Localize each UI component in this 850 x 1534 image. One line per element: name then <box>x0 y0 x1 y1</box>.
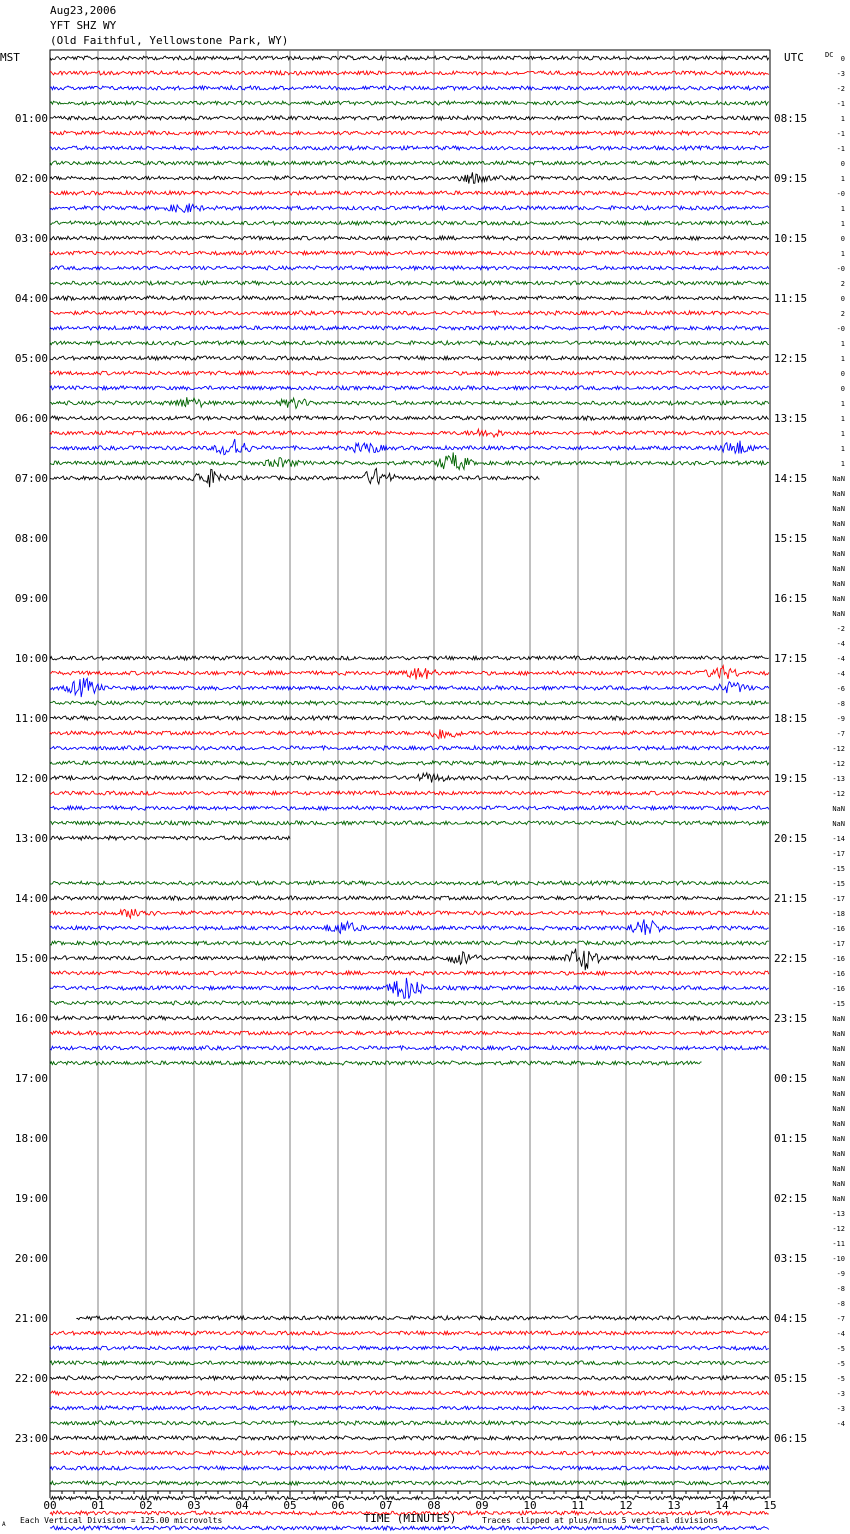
dc-value: NaN <box>832 475 845 483</box>
dc-value: NaN <box>832 805 845 813</box>
seismic-trace <box>50 1346 769 1350</box>
dc-value: -17 <box>832 850 845 858</box>
mst-hour-label: 02:00 <box>14 172 48 185</box>
dc-value: -4 <box>836 640 845 648</box>
utc-hour-label: 09:15 <box>774 172 808 185</box>
dc-value: NaN <box>832 490 845 498</box>
mst-hour-label: 17:00 <box>14 1072 48 1085</box>
utc-hour-label: 01:15 <box>774 1132 808 1145</box>
seismic-trace <box>50 452 769 469</box>
seismic-trace <box>50 666 769 680</box>
dc-value: 1 <box>840 430 845 438</box>
seismic-trace <box>50 836 290 840</box>
clip-note: Traces clipped at plus/minus 5 vertical divisions <box>482 1516 719 1525</box>
seismic-trace <box>50 806 769 810</box>
dc-value: NaN <box>832 1030 845 1038</box>
dc-value: -7 <box>836 730 845 738</box>
mst-hour-label: 23:00 <box>14 1432 48 1445</box>
dc-value: NaN <box>832 820 845 828</box>
dc-value: -16 <box>832 970 845 978</box>
dc-value: -12 <box>832 745 845 753</box>
dc-value: -3 <box>836 1390 845 1398</box>
dc-value: NaN <box>832 1090 845 1098</box>
seismic-trace <box>50 746 769 750</box>
seismic-trace <box>50 978 769 999</box>
mst-hour-label: 03:00 <box>14 232 48 245</box>
dc-value: 1 <box>840 460 845 468</box>
seismic-trace <box>50 1046 769 1050</box>
dc-value: 0 <box>840 235 845 243</box>
seismic-trace <box>50 386 769 390</box>
seismic-trace <box>50 1001 769 1005</box>
seismic-trace <box>50 1496 769 1500</box>
utc-hour-label: 18:15 <box>774 712 808 725</box>
seismic-trace <box>50 296 769 300</box>
dc-value: -12 <box>832 790 845 798</box>
dc-value: -13 <box>832 775 845 783</box>
dc-value: 1 <box>840 115 845 123</box>
seismic-trace <box>50 761 769 765</box>
x-tick-label: 15 <box>763 1499 777 1512</box>
utc-axis-title: UTC <box>784 51 804 64</box>
seismic-trace <box>50 1526 769 1530</box>
seismic-trace <box>50 146 769 150</box>
utc-hour-label: 11:15 <box>774 292 808 305</box>
seismic-trace <box>50 161 769 165</box>
dc-value: -5 <box>836 1345 845 1353</box>
mst-hour-label: 05:00 <box>14 352 48 365</box>
dc-value: -4 <box>836 1330 845 1338</box>
mst-hour-label: 11:00 <box>14 712 48 725</box>
x-tick-label: 12 <box>619 1499 633 1512</box>
seismic-trace <box>50 101 769 105</box>
dc-value: -4 <box>836 1420 845 1428</box>
seismic-trace <box>50 203 769 212</box>
dc-value: 1 <box>840 205 845 213</box>
seismic-trace <box>50 678 769 697</box>
mst-hour-label: 09:00 <box>14 592 48 605</box>
header-location: (Old Faithful, Yellowstone Park, WY) <box>50 34 289 47</box>
seismic-trace <box>50 1361 769 1365</box>
dc-value: -1 <box>836 130 845 138</box>
dc-value: NaN <box>832 520 845 528</box>
seismic-trace <box>50 1481 769 1485</box>
dc-value: -8 <box>836 1285 845 1293</box>
seismic-trace <box>76 1316 768 1320</box>
dc-value: -15 <box>832 865 845 873</box>
dc-value: 2 <box>840 310 845 318</box>
seismic-trace <box>50 397 769 408</box>
dc-value: -9 <box>836 715 845 723</box>
seismic-trace <box>50 716 769 720</box>
dc-value: 0 <box>840 55 845 63</box>
dc-value: -16 <box>832 985 845 993</box>
mst-hour-label: 10:00 <box>14 652 48 665</box>
x-tick-label: 04 <box>235 1499 249 1512</box>
utc-hour-label: 15:15 <box>774 532 808 545</box>
seismic-trace <box>50 416 769 420</box>
dc-value: NaN <box>832 595 845 603</box>
seismic-trace <box>50 881 769 885</box>
seismic-trace <box>50 1016 769 1020</box>
dc-value: 2 <box>840 280 845 288</box>
dc-value: -13 <box>832 1210 845 1218</box>
seismic-trace <box>50 56 769 60</box>
dc-value: 1 <box>840 445 845 453</box>
dc-value: -7 <box>836 1315 845 1323</box>
dc-value: -2 <box>836 625 845 633</box>
dc-value: 1 <box>840 355 845 363</box>
seismic-trace <box>50 71 769 75</box>
dc-value: -3 <box>836 70 845 78</box>
seismic-trace <box>50 1406 769 1410</box>
seismic-trace <box>50 371 769 375</box>
dc-value: 0 <box>840 370 845 378</box>
seismic-trace <box>50 429 769 437</box>
dc-value: -10 <box>832 1255 845 1263</box>
header-station: YFT SHZ WY <box>50 19 117 32</box>
seismic-trace <box>50 971 769 975</box>
dc-value: NaN <box>832 1105 845 1113</box>
dc-value: -3 <box>836 1405 845 1413</box>
seismic-trace <box>50 356 769 360</box>
x-tick-label: 13 <box>667 1499 681 1512</box>
dc-value: 1 <box>840 250 845 258</box>
seismic-trace <box>50 896 769 900</box>
dc-value: -4 <box>836 670 845 678</box>
seismic-trace <box>50 266 769 270</box>
dc-value: 0 <box>840 295 845 303</box>
mst-hour-label: 20:00 <box>14 1252 48 1265</box>
dc-value: -14 <box>832 835 845 843</box>
dc-value: NaN <box>832 1015 845 1023</box>
dc-value: -17 <box>832 895 845 903</box>
dc-value: -12 <box>832 760 845 768</box>
dc-value: NaN <box>832 1045 845 1053</box>
seismic-trace <box>50 341 769 345</box>
dc-value: NaN <box>832 1180 845 1188</box>
seismic-trace <box>50 172 769 183</box>
dc-value: NaN <box>832 550 845 558</box>
dc-axis-title: DC <box>825 51 834 59</box>
dc-value: NaN <box>832 1135 845 1143</box>
dc-value: 1 <box>840 175 845 183</box>
seismic-trace <box>50 656 769 660</box>
utc-hour-label: 20:15 <box>774 832 808 845</box>
x-tick-label: 03 <box>187 1499 201 1512</box>
utc-hour-label: 05:15 <box>774 1372 808 1385</box>
mst-hour-label: 13:00 <box>14 832 48 845</box>
dc-value: NaN <box>832 1120 845 1128</box>
mst-hour-label: 06:00 <box>14 412 48 425</box>
header-date: Aug23,2006 <box>50 4 117 17</box>
seismic-trace <box>50 86 769 90</box>
x-tick-label: 10 <box>523 1499 537 1512</box>
dc-value: NaN <box>832 565 845 573</box>
utc-hour-label: 12:15 <box>774 352 808 365</box>
x-tick-label: 01 <box>91 1499 105 1512</box>
mst-hour-label: 12:00 <box>14 772 48 785</box>
seismic-trace <box>50 1421 769 1425</box>
dc-value: -2 <box>836 85 845 93</box>
dc-value: 0 <box>840 385 845 393</box>
utc-hour-label: 13:15 <box>774 412 808 425</box>
dc-value: -11 <box>832 1240 845 1248</box>
utc-hour-label: 08:15 <box>774 112 808 125</box>
mst-hour-label: 16:00 <box>14 1012 48 1025</box>
utc-hour-label: 16:15 <box>774 592 808 605</box>
utc-hour-label: 00:15 <box>774 1072 808 1085</box>
utc-hour-label: 04:15 <box>774 1312 808 1325</box>
dc-value: -16 <box>832 925 845 933</box>
corner-mark: A <box>2 1521 6 1528</box>
utc-hour-label: 17:15 <box>774 652 808 665</box>
x-tick-label: 11 <box>571 1499 585 1512</box>
seismic-trace <box>50 311 769 315</box>
seismic-trace <box>50 821 769 825</box>
dc-value: 1 <box>840 220 845 228</box>
mst-hour-label: 15:00 <box>14 952 48 965</box>
dc-value: NaN <box>832 1150 845 1158</box>
dc-value: -5 <box>836 1375 845 1383</box>
seismic-trace <box>50 251 769 255</box>
dc-value: -12 <box>832 1225 845 1233</box>
mst-hour-label: 14:00 <box>14 892 48 905</box>
seismic-trace <box>50 1466 769 1470</box>
dc-value: NaN <box>832 535 845 543</box>
dc-value: -15 <box>832 880 845 888</box>
seismic-trace <box>50 1376 769 1380</box>
dc-value: -6 <box>836 685 845 693</box>
utc-hour-label: 23:15 <box>774 1012 808 1025</box>
seismic-trace <box>50 1391 769 1395</box>
seismic-trace <box>50 1331 769 1335</box>
dc-value: -4 <box>836 655 845 663</box>
utc-hour-label: 03:15 <box>774 1252 808 1265</box>
seismic-trace <box>50 468 540 487</box>
mst-axis-title: MST <box>0 51 20 64</box>
dc-value: NaN <box>832 580 845 588</box>
x-tick-label: 07 <box>379 1499 393 1512</box>
utc-hour-label: 21:15 <box>774 892 808 905</box>
seismic-trace <box>50 1436 769 1440</box>
dc-value: -17 <box>832 940 845 948</box>
seismic-trace <box>50 919 769 935</box>
mst-hour-label: 18:00 <box>14 1132 48 1145</box>
seismic-trace <box>50 221 769 225</box>
dc-value: 1 <box>840 415 845 423</box>
utc-hour-label: 22:15 <box>774 952 808 965</box>
utc-hour-label: 06:15 <box>774 1432 808 1445</box>
dc-value: -1 <box>836 100 845 108</box>
seismic-trace <box>50 729 769 738</box>
dc-value: -16 <box>832 955 845 963</box>
scale-note: Each Vertical Division = 125.00 microvolts <box>20 1516 223 1525</box>
x-tick-label: 14 <box>715 1499 729 1512</box>
seismic-trace <box>50 941 769 945</box>
dc-value: -18 <box>832 910 845 918</box>
seismic-trace <box>50 773 769 783</box>
utc-hour-label: 10:15 <box>774 232 808 245</box>
seismic-trace <box>50 791 769 795</box>
mst-hour-label: 08:00 <box>14 532 48 545</box>
x-tick-label: 00 <box>43 1499 57 1512</box>
seismic-trace <box>50 236 769 240</box>
utc-hour-label: 19:15 <box>774 772 808 785</box>
seismic-trace <box>50 701 769 705</box>
mst-hour-label: 04:00 <box>14 292 48 305</box>
seismic-trace <box>50 1031 769 1035</box>
seismic-trace <box>50 439 769 455</box>
dc-value: -1 <box>836 145 845 153</box>
seismic-trace <box>50 191 769 195</box>
dc-value: -8 <box>836 700 845 708</box>
mst-hour-label: 01:00 <box>14 112 48 125</box>
x-tick-label: 02 <box>139 1499 153 1512</box>
seismic-trace <box>50 1451 769 1455</box>
x-axis-label: TIME (MINUTES) <box>363 1512 457 1525</box>
mst-hour-label: 21:00 <box>14 1312 48 1325</box>
mst-hour-label: 19:00 <box>14 1192 48 1205</box>
dc-value: NaN <box>832 1195 845 1203</box>
dc-value: -5 <box>836 1360 845 1368</box>
dc-value: NaN <box>832 1060 845 1068</box>
x-tick-label: 06 <box>331 1499 345 1512</box>
x-tick-label: 08 <box>427 1499 441 1512</box>
utc-hour-label: 14:15 <box>774 472 808 485</box>
x-tick-label: 09 <box>475 1499 489 1512</box>
dc-value: 0 <box>840 160 845 168</box>
mst-hour-label: 22:00 <box>14 1372 48 1385</box>
x-tick-label: 05 <box>283 1499 297 1512</box>
dc-value: 1 <box>840 340 845 348</box>
dc-value: NaN <box>832 1075 845 1083</box>
seismic-trace <box>50 949 769 971</box>
seismic-trace <box>50 1061 702 1065</box>
dc-value: 1 <box>840 400 845 408</box>
seismic-trace <box>50 326 769 330</box>
dc-value: -15 <box>832 1000 845 1008</box>
dc-value: -0 <box>836 190 845 198</box>
dc-value: NaN <box>832 610 845 618</box>
utc-hour-label: 02:15 <box>774 1192 808 1205</box>
dc-value: -8 <box>836 1300 845 1308</box>
mst-hour-label: 07:00 <box>14 472 48 485</box>
dc-value: -9 <box>836 1270 845 1278</box>
seismic-trace <box>50 116 769 120</box>
seismic-trace <box>50 909 769 918</box>
seismic-trace <box>50 131 769 135</box>
dc-value: -0 <box>836 325 845 333</box>
dc-value: -0 <box>836 265 845 273</box>
seismic-trace <box>50 281 769 285</box>
dc-value: NaN <box>832 505 845 513</box>
dc-value: NaN <box>832 1165 845 1173</box>
